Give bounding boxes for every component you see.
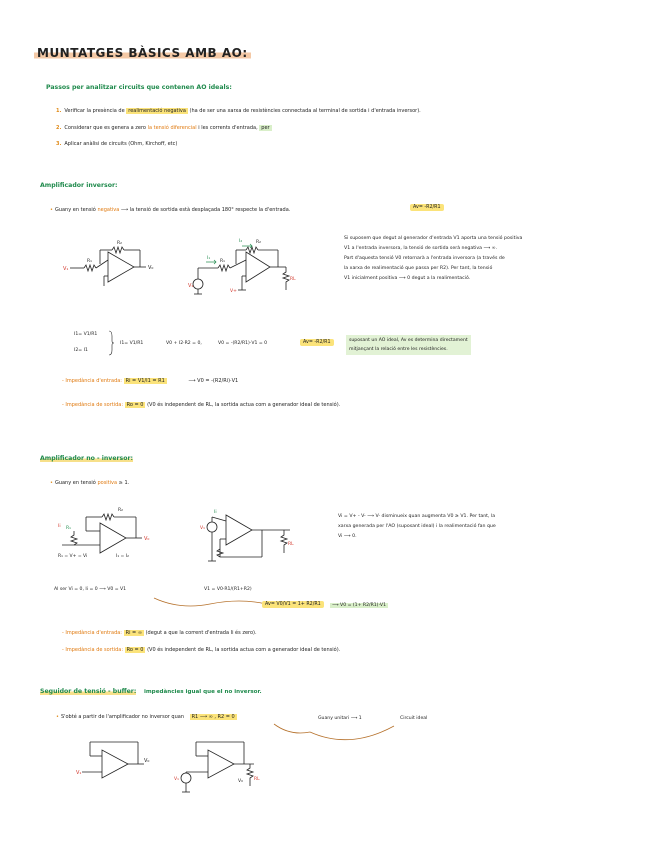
inverter-output-impedance: - Impedància de sortida: Ro = 0 (V0 és independent de RL, la sortida actua com a generador ideal de tensió). xyxy=(62,402,341,408)
svg-text:V₁: V₁ xyxy=(63,266,69,272)
intro-step-1: 1. Verificar la presència de realimentació negativa (ha de ser una xarxa de resistències connectada al terminal de sortida i d'entrada inversor). xyxy=(56,108,421,114)
svg-text:Ii: Ii xyxy=(214,510,217,515)
svg-text:RL: RL xyxy=(254,777,260,782)
brace-icon xyxy=(108,330,114,356)
svg-text:R₁ = V+ = Vi: R₁ = V+ = Vi xyxy=(58,554,88,559)
svg-text:V₁: V₁ xyxy=(200,526,205,531)
svg-text:RL: RL xyxy=(288,542,294,547)
svg-text:V₀: V₀ xyxy=(144,758,150,764)
svg-text:R₁: R₁ xyxy=(220,259,225,264)
noninverter-input-impedance: - Impedància d'entrada: Ri = ∞ (degut a que la corrent d'entrada Ii és zero). xyxy=(62,630,257,636)
inverter-eq-current1: I1= V1/R1 xyxy=(74,332,98,337)
svg-text:V₀: V₀ xyxy=(144,536,150,542)
svg-text:I₂: I₂ xyxy=(239,239,243,244)
inverter-circuit-diagram xyxy=(60,232,170,292)
follower-curve-arrow-icon xyxy=(270,722,400,746)
follower-heading-line: Seguidor de tensió - buffer: impedàncies igual que el no inversor. xyxy=(40,688,262,695)
svg-text:V₀: V₀ xyxy=(238,779,243,784)
inverter-heading: Amplificador inversor: xyxy=(40,182,118,189)
svg-text:I₁ = I₂: I₁ = I₂ xyxy=(116,554,129,559)
follower-ideal-label: Circuit ideal xyxy=(400,716,428,721)
inverter-eq-current2: I2= I1 xyxy=(74,348,88,353)
noninverter-vout: ⟶ V0 = (1+ R2/R1)·V1 xyxy=(332,603,386,608)
inverter-input-impedance: - Impedància d'entrada: Ri = V1/I1 = R1 ⟶ V0 = -(R2/Ri)·V1 xyxy=(62,378,239,384)
follower-circuit-diagram xyxy=(76,738,156,782)
intro-heading: Passos per analitzar circuits que contenen AO ideals: xyxy=(46,84,232,91)
noninverter-bullet: • Guany en tensió positiva ≥ 1. xyxy=(50,480,130,486)
follower-circuit-load-diagram xyxy=(172,738,272,798)
follower-gain: Guany unitari ⟶ 1 xyxy=(318,716,362,721)
inverter-circuit-currents-diagram xyxy=(180,232,310,302)
svg-text:RL: RL xyxy=(290,277,296,282)
inverter-gain-label: Av= -R2/R1 xyxy=(410,204,444,211)
svg-text:R₂: R₂ xyxy=(117,241,122,246)
noninverter-eq-line: Al ser Vi = 0, Ii = 0 ⟶ V0 = V1 xyxy=(54,587,127,592)
page-title: MUNTATGES BÀSICS AMB AO: xyxy=(34,46,251,60)
inverter-gain-box: Av= -R2/R1 xyxy=(300,339,334,346)
inverter-eq-i1: I1= V1/R1 xyxy=(120,341,144,346)
svg-text:R₂: R₂ xyxy=(118,508,123,513)
svg-text:R₁: R₁ xyxy=(66,526,71,531)
svg-text:V₁: V₁ xyxy=(174,777,179,782)
svg-text:R₁: R₁ xyxy=(87,259,92,264)
svg-text:R₂: R₂ xyxy=(256,240,261,245)
noninverter-gain-box: Av= V0/V1 = 1+ R2/R1 xyxy=(262,601,324,608)
inverter-eq-kvl: V0 + I2·R2 = 0, xyxy=(166,341,202,346)
inverter-eq-vout: V0 = -(R2/R1)·V1 = 0 xyxy=(218,341,268,346)
inverter-explanation: Si suposem que degut al generador d'entrada V1 aporta una tensió positiva V1 a l'entrada inversora, la tensió de sortida serà negativa ⟶ ∞. Part d'aquesta tensió V0 retornarà a l'entrada inversora (a través de la xarxa de realimentació que passa per R2). Per tant, la tensió V1 inicialment positiva ⟶ 0 degut a la realimentació. xyxy=(344,236,523,281)
noninverter-voltage-divider: V1 = V0·R1/(R1+R2) xyxy=(204,587,252,592)
inverter-ideal-note: suposant un AO ideal, Av es determina directament mitjançant la relació entre les resistències. xyxy=(346,335,471,355)
intro-step-3: 3. Aplicar anàlisi de circuits (Ohm, Kirchoff, etc) xyxy=(56,141,178,147)
svg-text:V₀: V₀ xyxy=(148,265,154,271)
follower-bullet: • S'obté a partir de l'amplificador no inversor quan R1 ⟶ ∞ , R2 = 0 xyxy=(56,714,235,720)
svg-text:Ii: Ii xyxy=(58,524,61,529)
inverter-bullet: • Guany en tensió negativa ⟶ la tensió de sortida està desplaçada 180° respecte la d'entrada. xyxy=(50,207,291,213)
noninverter-circuit-diagram xyxy=(56,505,166,565)
svg-text:I₁: I₁ xyxy=(207,256,211,261)
noninverter-heading: Amplificador no - inversor: xyxy=(40,455,134,462)
noninverter-circuit-load-diagram xyxy=(186,505,306,567)
svg-text:V₁: V₁ xyxy=(188,283,194,289)
follower-heading: Seguidor de tensió - buffer: xyxy=(40,688,137,695)
svg-text:V+: V+ xyxy=(230,289,237,294)
svg-text:V₁: V₁ xyxy=(76,770,82,776)
noninverter-explanation: Vi = V+ - V- ⟶ V- disminueix quan augmenta V0 ≥ V1. Per tant, la xarxa generada per l'AO (suposant ideal) i la realimentació fan que Vi ⟶ 0. xyxy=(338,514,496,539)
noninverter-output-impedance: - Impedància de sortida: Ro = 0 (V0 és independent de RL, la sortida actua com a generador ideal de tensió). xyxy=(62,647,341,653)
curved-arrow-icon xyxy=(150,594,270,610)
intro-step-2: 2. Considerar que es genera a zero la tensió diferencial i les corrents d'entrada, per xyxy=(56,125,270,131)
